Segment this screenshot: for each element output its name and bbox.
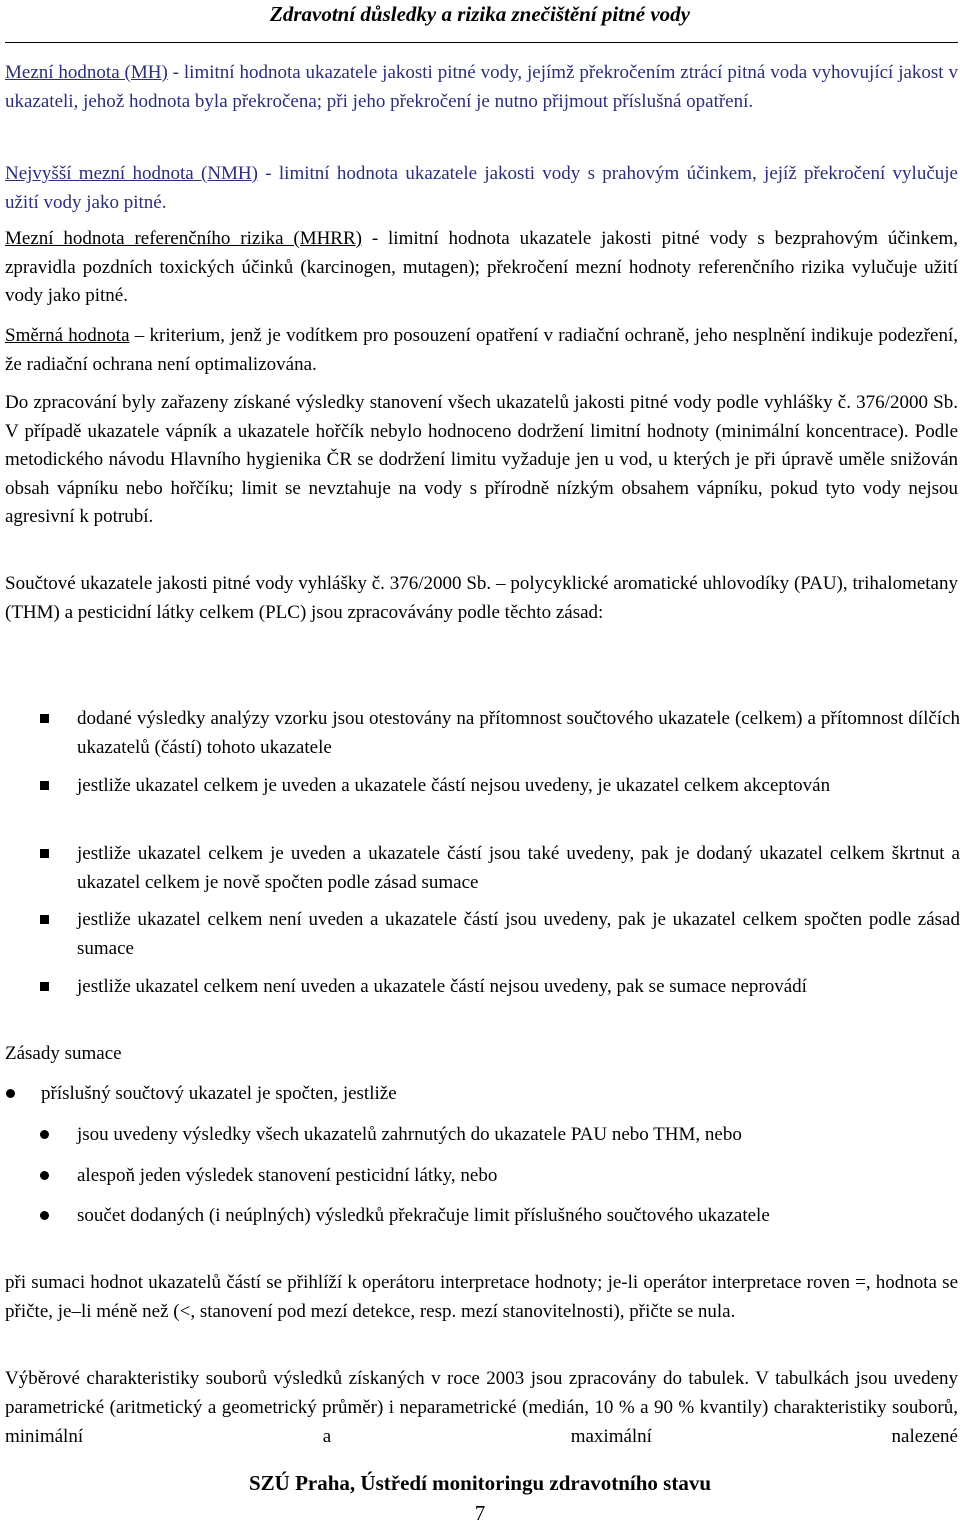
definition-mh [5, 58, 958, 116]
definition-term: Směrná hodnota [5, 325, 130, 346]
definition-sh [5, 322, 958, 379]
definition-mhrr [5, 225, 958, 311]
definition-text: - limitní hodnota ukazatele jakosti vody s prahovým účinkem, jejíž překročení vylučuje užití vody jako pitné. [5, 163, 958, 213]
summation-sub-item [40, 1162, 960, 1191]
square-bullet-icon [40, 714, 49, 723]
sum-parts-paragraph: při sumaci hodnot ukazatelů částí se přihlíží k operátoru interpretace hodnoty; je-li operátor interpretace roven =, hodnota se přičte, je–li méně než (<, stanovení pod mezí detekce, resp. mezí stanovitelnosti), přičte se nula. [5, 1272, 958, 1322]
rule-item [40, 772, 960, 801]
rule-text: jestliže ukazatel celkem není uveden a ukazatele částí jsou uvedeny, pak je ukazatel celkem spočten podle zásad sumace [77, 909, 960, 959]
summation-sub-text: jsou uvedeny výsledky všech ukazatelů zahrnutých do ukazatele PAU nebo THM, nebo [77, 1124, 742, 1145]
definition-nmh [5, 159, 958, 217]
rule-text: jestliže ukazatel celkem není uveden a ukazatele částí nejsou uvedeny, pak se sumace neprovádí [77, 976, 807, 997]
summation-main-item [5, 1080, 960, 1109]
definition-text: - limitní hodnota ukazatele jakosti pitné vody s bezprahovým účinkem, zpravidla pozdních toxických účinků (karcinogen, mutagen); překročení mezní hodnoty referenčního rizika vylučuje užití vody jako pitné. [5, 228, 958, 306]
round-bullet-icon [40, 1171, 49, 1180]
definition-text: - limitní hodnota ukazatele jakosti pitné vody, jejímž překročením ztrácí pitná voda vyhovující jakost v ukazateli, jehož hodnota byla překročena; při jeho překročení je nutno přijmout příslušná opatření. [5, 62, 958, 112]
summation-sub-text: součet dodaných (i neúplných) výsledků překračuje limit příslušného součtového ukazatele [77, 1205, 770, 1226]
rule-item [40, 906, 960, 963]
summation-sub-text: alespoň jeden výsledek stanovení pesticidní látky, nebo [77, 1165, 498, 1186]
definition-term: Mezní hodnota (MH) [5, 62, 168, 83]
round-bullet-icon [40, 1211, 49, 1220]
sum-indicators-paragraph: Součtové ukazatele jakosti pitné vody vyhlášky č. 376/2000 Sb. – polycyklické aromatické uhlovodíky (PAU), trihalometany (THM) a pesticidní látky celkem (PLC) jsou zpracovávány podle těchto zásad: [5, 573, 958, 623]
square-bullet-icon [40, 849, 49, 858]
summation-heading: Zásady sumace [5, 1043, 122, 1064]
selection-paragraph: Výběrové charakteristiky souborů výsledků získaných v roce 2003 jsou zpracovány do tabulek. V tabulkách jsou uvedeny parametrické (aritmetický a geometrický průměr) i neparametrické (medián, 10 % a 90 % kvantily) charakteristiky souborů, minimální a maximální nalezené [5, 1368, 958, 1447]
rule-text: jestliže ukazatel celkem je uveden a ukazatele částí jsou také uvedeny, pak je dodaný ukazatel celkem škrtnut a ukazatel celkem je nově spočten podle zásad sumace [77, 843, 960, 893]
rule-text: dodané výsledky analýzy vzorku jsou otestovány na přítomnost součtového ukazatele (celkem) a přítomnost dílčích ukazatelů (částí) tohoto ukazatele [77, 708, 960, 758]
header-rule [5, 42, 958, 43]
rule-item [40, 840, 960, 897]
rule-item [40, 973, 960, 1002]
definition-term: Mezní hodnota referenčního rizika (MHRR) [5, 228, 362, 249]
square-bullet-icon [40, 982, 49, 991]
round-bullet-icon [40, 1130, 49, 1139]
rule-item [40, 705, 960, 762]
summation-sub-item [40, 1121, 960, 1150]
square-bullet-icon [40, 915, 49, 924]
page-header: Zdravotní důsledky a rizika znečištění pitné vody [270, 2, 690, 26]
page-footer: SZÚ Praha, Ústředí monitoringu zdravotního stavu [248, 1471, 712, 1495]
page-number: 7 [474, 1501, 486, 1525]
square-bullet-icon [40, 781, 49, 790]
definition-term: Nejvyšší mezní hodnota (NMH) [5, 163, 258, 184]
summation-sub-item [40, 1202, 960, 1231]
definition-text: – kriterium, jenž je vodítkem pro posouzení opatření v radiační ochraně, jeho nesplnění indikuje podezření, že radiační ochrana není optimalizována. [5, 325, 958, 375]
processing-paragraph: Do zpracování byly zařazeny získané výsledky stanovení všech ukazatelů jakosti pitné vody podle vyhlášky č. 376/2000 Sb. V případě ukazatele vápník a ukazatele hořčík nebylo hodnoceno dodržení limitní hodnoty (minimální koncentrace). Podle metodického návodu Hlavního hygienika ČR se dodržení limitu vyžaduje jen u vod, u kterých je při úpravě uměle snižován obsah vápníku nebo hořčíku; limit se nevztahuje na vody s přírodně nízkým obsahem vápníku, pokud tyto vody nejsou agresivní k potrubí. [5, 392, 958, 527]
summation-main-text: příslušný součtový ukazatel je spočten, jestliže [41, 1083, 397, 1104]
round-bullet-icon [6, 1089, 15, 1098]
rule-text: jestliže ukazatel celkem je uveden a ukazatele částí nejsou uvedeny, je ukazatel celkem akceptován [77, 775, 831, 796]
